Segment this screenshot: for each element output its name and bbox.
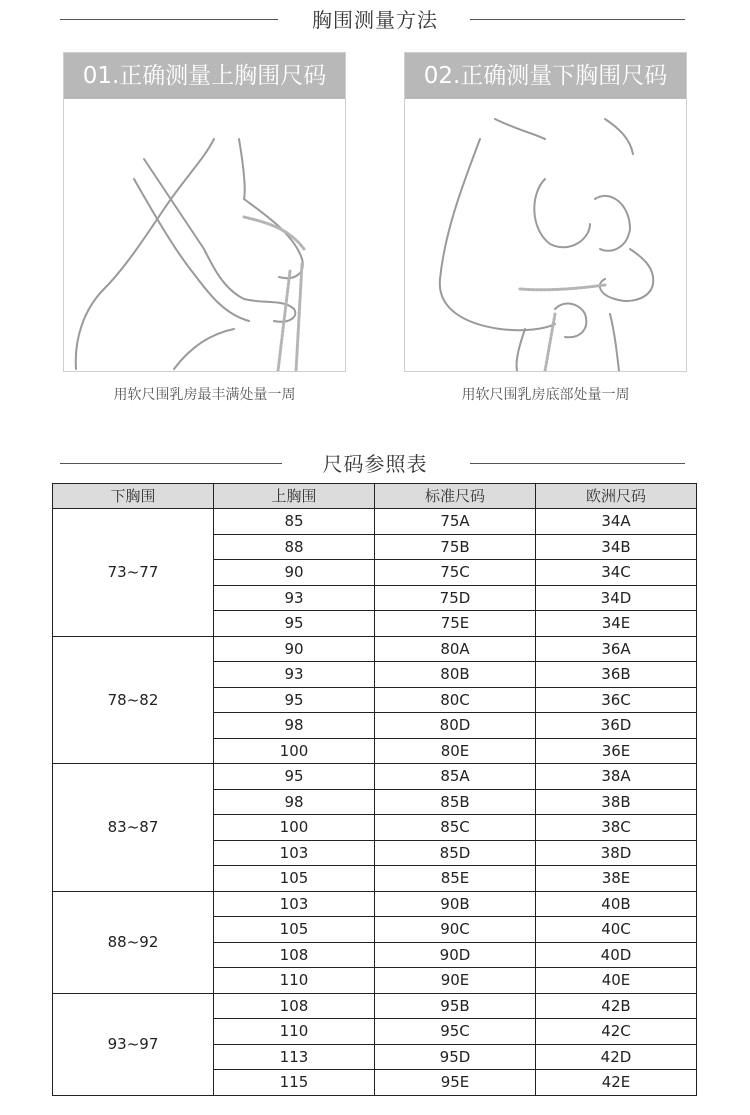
eu-size-cell: 38E [536, 866, 697, 892]
standard-size-cell: 80E [375, 738, 536, 764]
standard-size-cell: 80A [375, 636, 536, 662]
upper-bust-cell: 98 [214, 789, 375, 815]
upper-bust-heading: 01.正确测量上胸围尺码 [64, 53, 345, 99]
standard-size-cell: 85D [375, 840, 536, 866]
standard-size-cell: 75E [375, 611, 536, 637]
upper-bust-cell: 98 [214, 713, 375, 739]
header-standard-size: 标准尺码 [375, 484, 536, 509]
standard-size-cell: 75B [375, 534, 536, 560]
upper-bust-cell: 93 [214, 585, 375, 611]
standard-size-cell: 95C [375, 1019, 536, 1045]
under-bust-measure-icon [405, 99, 686, 371]
standard-size-cell: 85C [375, 815, 536, 841]
eu-size-cell: 36E [536, 738, 697, 764]
table-header-row [53, 484, 697, 509]
eu-size-cell: 36B [536, 662, 697, 688]
standard-size-cell: 75C [375, 560, 536, 586]
upper-bust-cell: 100 [214, 738, 375, 764]
standard-size-cell: 75D [375, 585, 536, 611]
methods-section-title [0, 4, 750, 33]
standard-size-cell: 90C [375, 917, 536, 943]
standard-size-cell: 90D [375, 942, 536, 968]
eu-size-cell: 34A [536, 509, 697, 535]
eu-size-cell: 40B [536, 891, 697, 917]
standard-size-cell: 85B [375, 789, 536, 815]
upper-bust-caption: 用软尺围乳房最丰满处量一周 [113, 387, 296, 403]
eu-size-cell: 38A [536, 764, 697, 790]
chart-section-title [0, 448, 750, 477]
eu-size-cell: 42C [536, 1019, 697, 1045]
standard-size-cell: 85E [375, 866, 536, 892]
standard-size-cell: 75A [375, 509, 536, 535]
upper-bust-cell: 88 [214, 534, 375, 560]
eu-size-cell: 38B [536, 789, 697, 815]
upper-bust-cell: 85 [214, 509, 375, 535]
header-eu-size: 欧洲尺码 [536, 484, 697, 509]
upper-bust-cell: 110 [214, 1019, 375, 1045]
upper-bust-cell: 93 [214, 662, 375, 688]
standard-size-cell: 80D [375, 713, 536, 739]
upper-bust-panel [63, 52, 346, 372]
table-row [53, 509, 697, 535]
standard-size-cell: 80B [375, 662, 536, 688]
eu-size-cell: 34B [536, 534, 697, 560]
eu-size-cell: 34C [536, 560, 697, 586]
eu-size-cell: 34E [536, 611, 697, 637]
upper-bust-cell: 100 [214, 815, 375, 841]
upper-bust-cell: 90 [214, 636, 375, 662]
eu-size-cell: 38C [536, 815, 697, 841]
title-rule-right [470, 19, 685, 20]
standard-size-cell: 80C [375, 687, 536, 713]
chart-rule-right [470, 463, 685, 464]
under-bust-range-cell: 78~82 [53, 636, 214, 764]
upper-bust-measure-icon [64, 99, 345, 371]
header-under-bust: 下胸围 [53, 484, 214, 509]
methods-title: 胸围测量方法 [312, 8, 438, 32]
table-row [53, 764, 697, 790]
upper-bust-cell: 95 [214, 611, 375, 637]
table-row [53, 636, 697, 662]
eu-size-cell: 36D [536, 713, 697, 739]
upper-bust-cell: 95 [214, 764, 375, 790]
under-bust-range-cell: 73~77 [53, 509, 214, 637]
under-bust-range-cell: 83~87 [53, 764, 214, 892]
upper-bust-cell: 105 [214, 917, 375, 943]
eu-size-cell: 40C [536, 917, 697, 943]
standard-size-cell: 85A [375, 764, 536, 790]
chart-rule-left [60, 463, 282, 464]
size-chart-body [53, 509, 697, 1096]
upper-bust-cell: 115 [214, 1070, 375, 1096]
table-row [53, 891, 697, 917]
standard-size-cell: 90E [375, 968, 536, 994]
upper-bust-cell: 103 [214, 840, 375, 866]
upper-bust-cell: 113 [214, 1044, 375, 1070]
upper-bust-cell: 90 [214, 560, 375, 586]
eu-size-cell: 36A [536, 636, 697, 662]
eu-size-cell: 42E [536, 1070, 697, 1096]
under-bust-range-cell: 93~97 [53, 993, 214, 1095]
standard-size-cell: 95B [375, 993, 536, 1019]
eu-size-cell: 36C [536, 687, 697, 713]
upper-bust-cell: 95 [214, 687, 375, 713]
upper-bust-cell: 108 [214, 993, 375, 1019]
table-row [53, 993, 697, 1019]
upper-bust-cell: 103 [214, 891, 375, 917]
upper-bust-cell: 108 [214, 942, 375, 968]
standard-size-cell: 95E [375, 1070, 536, 1096]
eu-size-cell: 38D [536, 840, 697, 866]
size-chart-table [52, 483, 697, 1096]
eu-size-cell: 34D [536, 585, 697, 611]
standard-size-cell: 90B [375, 891, 536, 917]
eu-size-cell: 40D [536, 942, 697, 968]
standard-size-cell: 95D [375, 1044, 536, 1070]
upper-bust-cell: 105 [214, 866, 375, 892]
chart-title: 尺码参照表 [322, 452, 428, 476]
eu-size-cell: 40E [536, 968, 697, 994]
eu-size-cell: 42D [536, 1044, 697, 1070]
title-rule-left [60, 19, 278, 20]
eu-size-cell: 42B [536, 993, 697, 1019]
under-bust-panel [404, 52, 687, 372]
upper-bust-cell: 110 [214, 968, 375, 994]
under-bust-heading: 02.正确测量下胸围尺码 [405, 53, 686, 99]
under-bust-caption: 用软尺围乳房底部处量一周 [461, 387, 630, 403]
under-bust-range-cell: 88~92 [53, 891, 214, 993]
header-upper-bust: 上胸围 [214, 484, 375, 509]
